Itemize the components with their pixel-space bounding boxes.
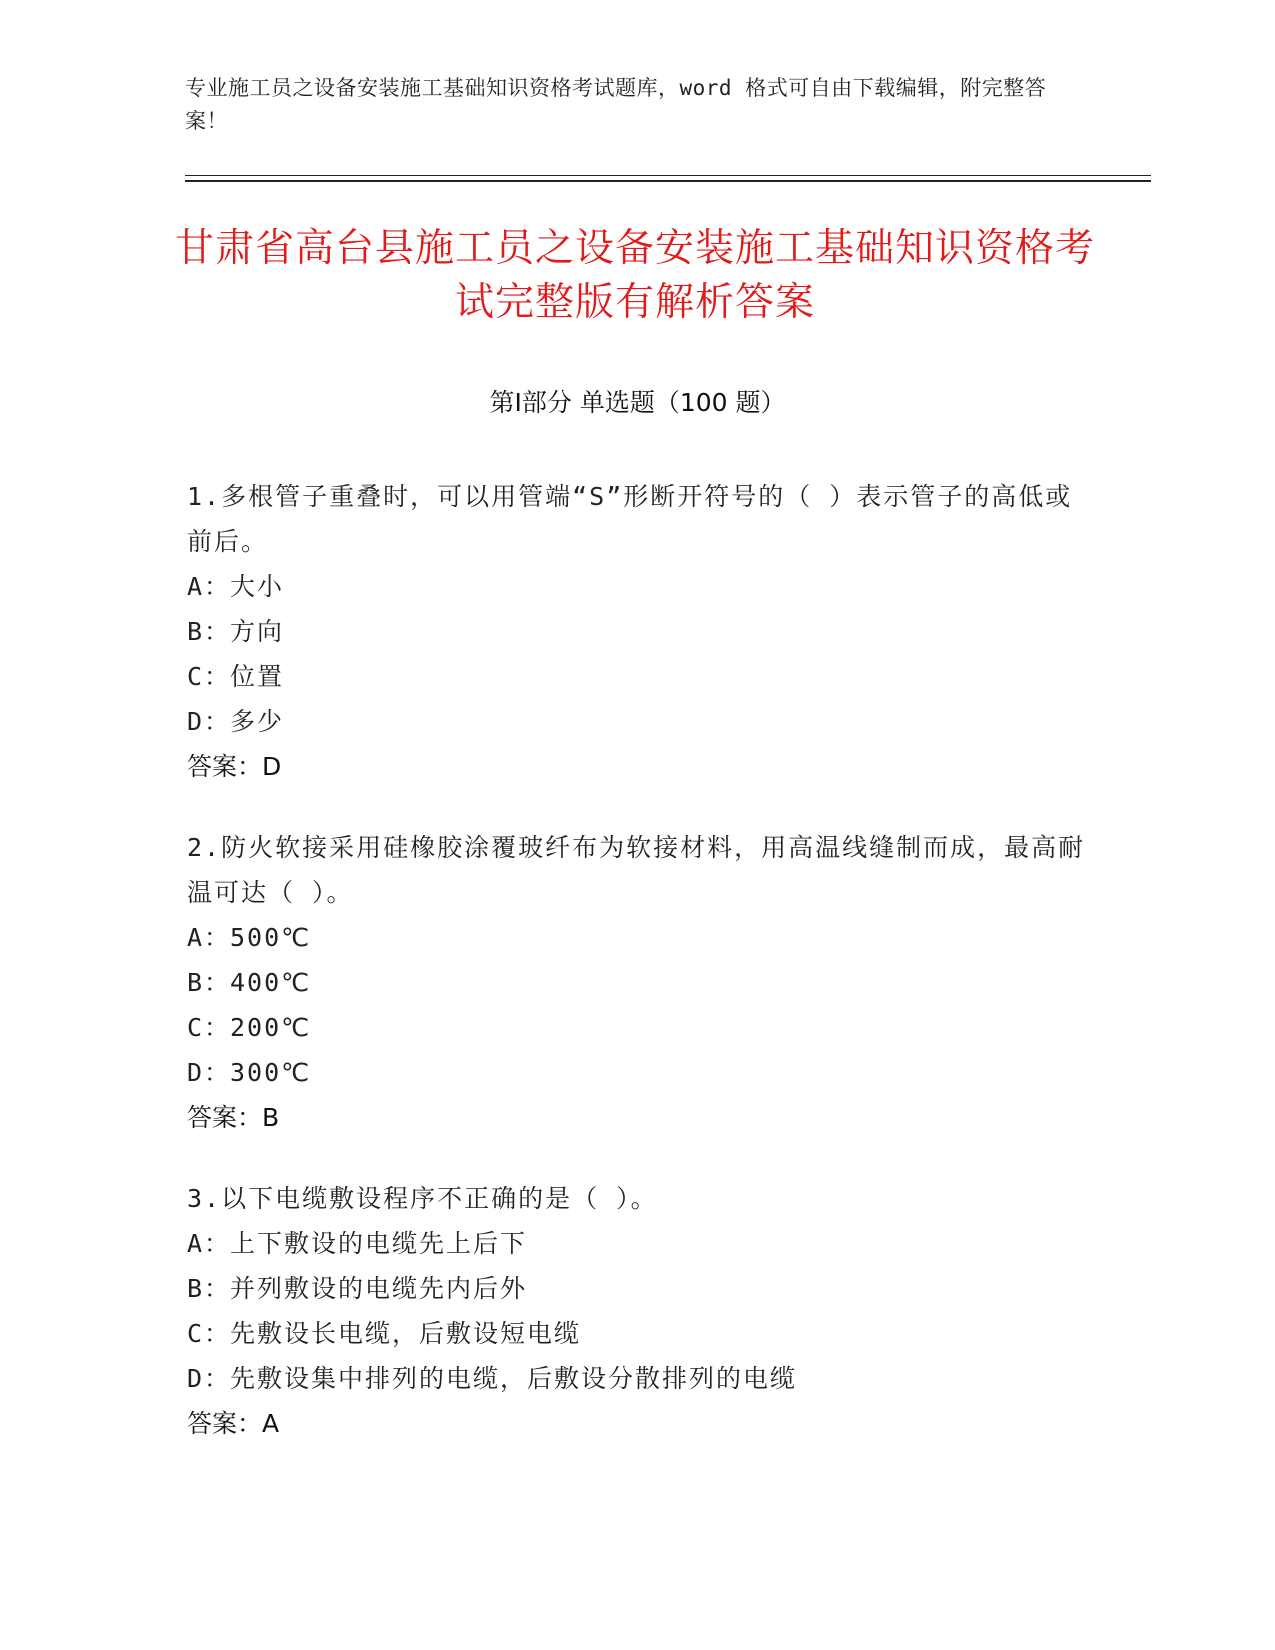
option-d bbox=[187, 1050, 1087, 1095]
option-text: 方向 bbox=[230, 617, 285, 646]
option-key: A： bbox=[187, 923, 232, 952]
option-c bbox=[187, 654, 1087, 699]
option-b bbox=[187, 960, 1087, 1005]
option-text: 先敷设集中排列的电缆，后敷设分散排列的电缆 bbox=[230, 1364, 798, 1393]
header-divider-thin bbox=[185, 175, 1151, 176]
option-key: D： bbox=[187, 1058, 232, 1087]
option-key: B： bbox=[187, 968, 232, 997]
question-stem: 1.多根管子重叠时，可以用管端“S”形断开符号的（ ）表示管子的高低或前后。 bbox=[187, 482, 1073, 556]
question-2 bbox=[187, 825, 1087, 1140]
document-title: 甘肃省高台县施工员之设备安装施工基础知识资格考试完整版有解析答案 bbox=[175, 226, 1096, 325]
answer-line: 答案：B bbox=[187, 1103, 280, 1132]
option-text: 多少 bbox=[230, 707, 285, 736]
question-stem: 3.以下电缆敷设程序不正确的是（ ）。 bbox=[187, 1184, 658, 1213]
option-key: C： bbox=[187, 1013, 232, 1042]
option-text: 位置 bbox=[230, 662, 285, 691]
option-text: 500℃ bbox=[230, 923, 312, 952]
header-note: 专业施工员之设备安装施工基础知识资格考试题库，word 格式可自由下载编辑，附完整答案！ bbox=[185, 76, 1047, 133]
section-title: 第Ⅰ部分 单选题（100 题） bbox=[489, 388, 786, 417]
question-list bbox=[187, 474, 1087, 1482]
option-text: 并列敷设的电缆先内后外 bbox=[230, 1274, 528, 1303]
option-key: C： bbox=[187, 1319, 232, 1348]
header-divider-thick bbox=[185, 180, 1151, 182]
option-key: B： bbox=[187, 1274, 232, 1303]
option-key: A： bbox=[187, 1229, 232, 1258]
answer-line: 答案：D bbox=[187, 752, 282, 781]
option-b bbox=[187, 1266, 1087, 1311]
option-text: 300℃ bbox=[230, 1058, 312, 1087]
option-c bbox=[187, 1311, 1087, 1356]
answer-line: 答案：A bbox=[187, 1409, 280, 1438]
question-3 bbox=[187, 1176, 1087, 1446]
option-d bbox=[187, 699, 1087, 744]
option-a bbox=[187, 1221, 1087, 1266]
option-text: 上下敷设的电缆先上后下 bbox=[230, 1229, 528, 1258]
option-key: B： bbox=[187, 617, 232, 646]
option-key: C： bbox=[187, 662, 232, 691]
option-text: 大小 bbox=[230, 572, 285, 601]
option-a bbox=[187, 915, 1087, 960]
option-b bbox=[187, 609, 1087, 654]
option-text: 200℃ bbox=[230, 1013, 312, 1042]
option-text: 400℃ bbox=[230, 968, 312, 997]
question-1 bbox=[187, 474, 1087, 789]
option-d bbox=[187, 1356, 1087, 1401]
option-c bbox=[187, 1005, 1087, 1050]
option-key: D： bbox=[187, 707, 232, 736]
option-key: D： bbox=[187, 1364, 232, 1393]
option-text: 先敷设长电缆，后敷设短电缆 bbox=[230, 1319, 582, 1348]
question-stem: 2.防火软接采用硅橡胶涂覆玻纤布为软接材料，用高温线缝制而成，最高耐温可达（ ）。 bbox=[187, 833, 1086, 907]
option-a bbox=[187, 564, 1087, 609]
option-key: A： bbox=[187, 572, 232, 601]
